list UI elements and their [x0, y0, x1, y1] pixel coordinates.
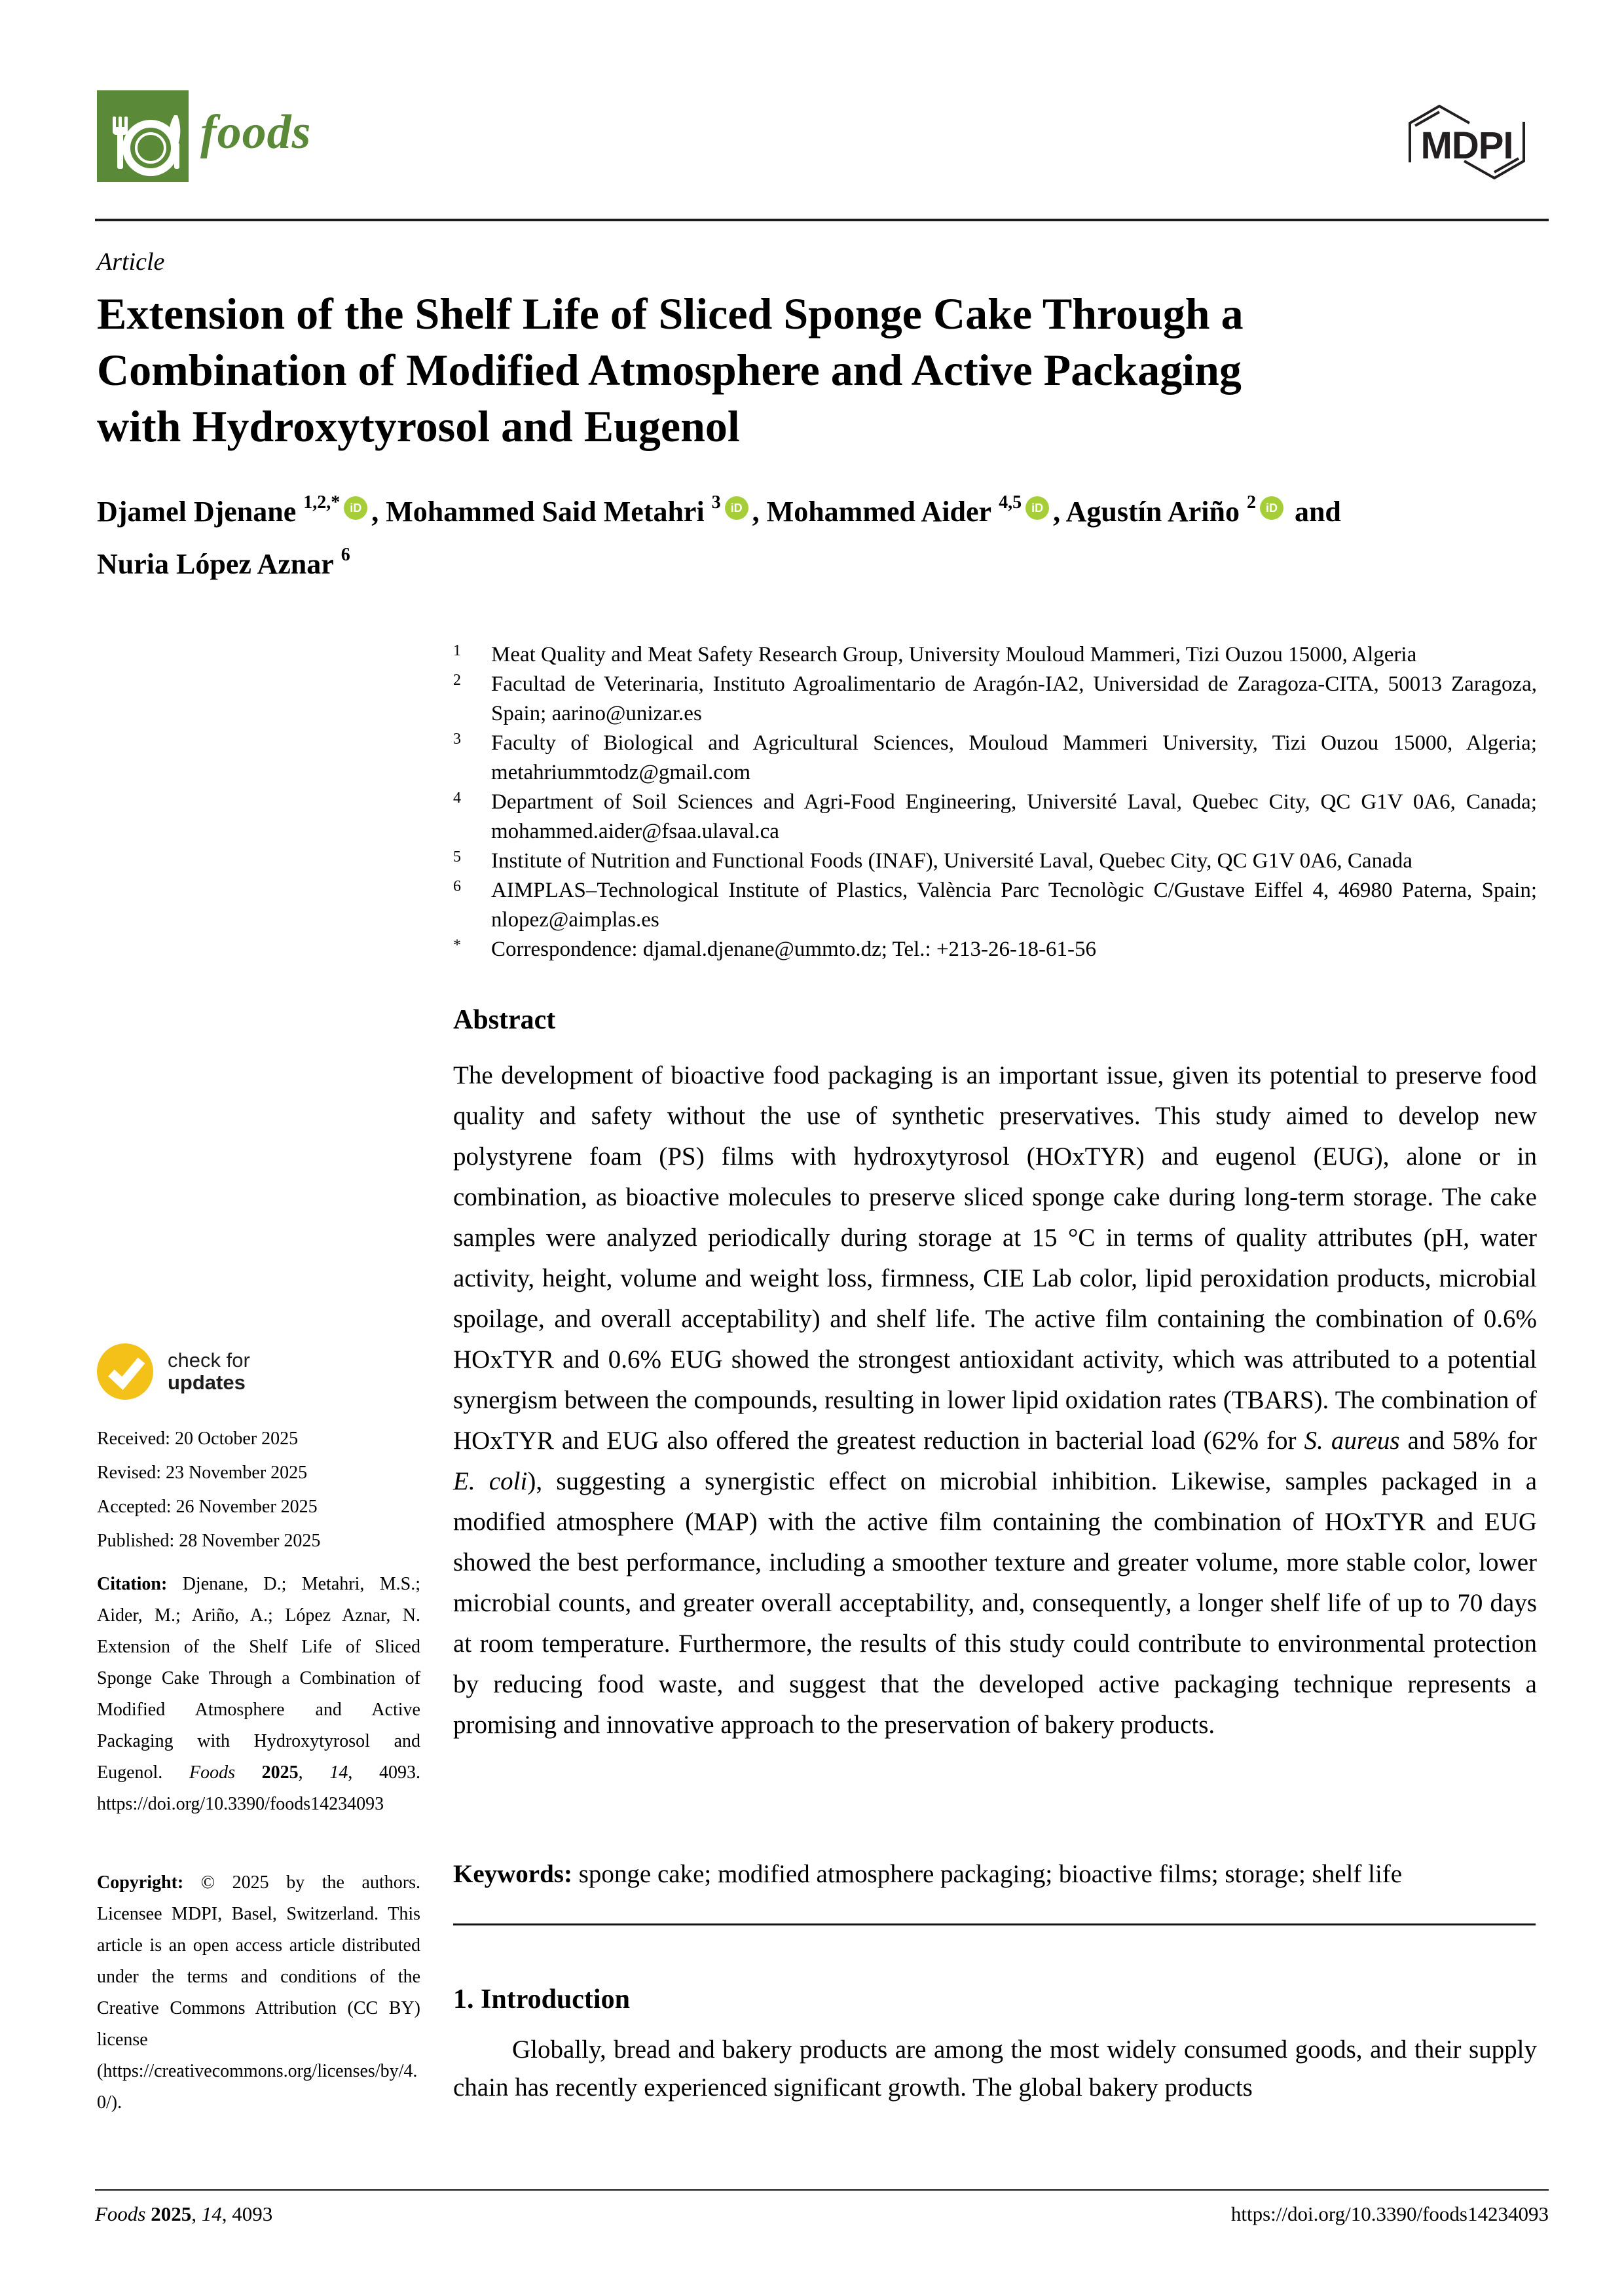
author-line	[97, 486, 1557, 591]
page-footer	[95, 2202, 1549, 2226]
affiliation-text: AIMPLAS–Technological Institute of Plastics, València Parc Tecnològic C/Gustave Eiffel 4, 46980 Paterna, Spain; nlopez@aimplas.es	[491, 879, 1537, 932]
foods-plate-fork-knife-icon	[97, 90, 189, 182]
text-segment: and 58% for	[1399, 1427, 1537, 1455]
author-separator: ,	[752, 496, 767, 528]
affiliation-item	[453, 729, 1537, 788]
author-affiliation-superscript: 6	[341, 545, 350, 566]
check-for-updates-badge[interactable]	[97, 1343, 420, 1400]
affiliation-item	[453, 876, 1537, 935]
badge-line1: check for	[168, 1349, 250, 1372]
affiliation-text: Institute of Nutrition and Functional Foods (INAF), Université Laval, Quebec City, QC G1V 0A6, Canada	[491, 849, 1412, 873]
affiliation-number: 3	[453, 731, 461, 748]
affiliation-number: 5	[453, 848, 461, 866]
text-segment: Keywords:	[453, 1860, 579, 1888]
orcid-icon[interactable]: iD	[344, 496, 367, 520]
mdpi-logo[interactable]	[1407, 103, 1527, 184]
affiliation-item	[453, 640, 1537, 670]
text-segment: Foods	[95, 2202, 151, 2225]
affiliation-number: 2	[453, 672, 461, 689]
author-separator: ,	[1053, 496, 1066, 528]
history-date-line: Revised: 23 November 2025	[97, 1463, 308, 1483]
text-segment: E. coli	[453, 1467, 528, 1495]
text-segment: Citation:	[97, 1574, 183, 1594]
text-segment: ,	[298, 1762, 330, 1783]
affiliation-text: Meat Quality and Meat Safety Research Group, University Mouloud Mammeri, Tizi Ouzou 15000, Algeria	[491, 643, 1417, 666]
introduction-heading: 1. Introduction	[453, 1984, 630, 2014]
author-separator: ,	[371, 496, 386, 528]
affiliation-item	[453, 847, 1537, 876]
affiliation-text: Department of Soil Sciences and Agri-Food Engineering, Université Laval, Quebec City, QC G1V 0A6, Canada; mohammed.aider@fsaa.ulaval.ca	[491, 790, 1537, 843]
text-segment: The development of bioactive food packaging is an important issue, given its potential to preserve food quality and safety without the use of synthetic preservatives. This study aimed to develop new polystyrene foam (PS) films with hydroxytyrosol (HOxTYR) and eugenol (EUG), alone or in combination, as bioactive molecules to preserve sliced sponge cake during long-term storage. The cake samples were analyzed periodically during storage at 15 °C in terms of quality attributes (pH, water activity, height, volume and weight loss, firmness, CIE Lab color, lipid peroxidation products, microbial spoilage, and overall acceptability) and shelf life. The active film containing the combination of 0.6% HOxTYR and 0.6% EUG showed the strongest antioxidant activity, which was attributed to a potential synergism between the compounds, resulting in lower lipid oxidation rates (TBARS). The combination of HOxTYR and EUG also offered the greatest reduction in bacterial load (62% for	[453, 1061, 1537, 1455]
author-name: Agustín Ariño	[1065, 496, 1247, 528]
history-date-line: Received: 20 October 2025	[97, 1429, 299, 1449]
text-segment: © 2025 by the authors. Licensee MDPI, Basel, Switzerland. This article is an open access article distributed under the terms and conditions of the Creative Commons Attribution (CC BY) license (https://creativecommons.org/licenses/by/4.0/).	[97, 1872, 420, 2113]
footer-journal-ref	[95, 2202, 272, 2226]
text-segment: sponge cake; modified atmosphere packaging; bioactive films; storage; shelf life	[578, 1860, 1403, 1888]
affiliation-number: 4	[453, 790, 461, 807]
author-affiliation-superscript: 4,5	[999, 492, 1022, 513]
mdpi-hexagon-icon	[1407, 103, 1527, 181]
article-history-dates	[97, 1422, 420, 1558]
author-name: Mohammed Aider	[766, 496, 999, 528]
affiliation-number: 6	[453, 878, 461, 895]
text-segment: 2025	[151, 2202, 192, 2225]
text-segment: , 4093	[221, 2202, 273, 2225]
affiliation-item	[453, 935, 1537, 964]
svg-text:MDPI: MDPI	[1420, 124, 1513, 167]
page-title	[97, 285, 1557, 454]
history-date-line: Published: 28 November 2025	[97, 1531, 321, 1551]
text-segment: ), suggesting a synergistic effect on microbial inhibition. Likewise, samples packaged in a modified atmosphere (MAP) with the active film containing the combination of HOxTYR and EUG showed the best performance, including a smoother texture and greater volume, more stable color, lower microbial counts, and greater overall acceptability, and, consequently, a longer shelf life of up to 70 days at room temperature. Furthermore, the results of this study could contribute to environmental protection by reducing food waste, and suggest that the developed active packaging technique represents a promising and innovative approach to the preservation of bakery products.	[453, 1467, 1537, 1739]
crossmark-check-icon	[97, 1343, 153, 1400]
keywords-line	[453, 1859, 1537, 1889]
abstract-text	[453, 1055, 1537, 1745]
affiliation-number: *	[453, 937, 461, 954]
affiliation-text: Correspondence: djamal.djenane@ummto.dz; Tel.: +213-26-18-61-56	[491, 938, 1097, 961]
text-segment: 14	[329, 1762, 348, 1783]
introduction-paragraph: Globally, bread and bakery products are among the most widely consumed goods, and their supply chain has recently experienced significant growth. The global bakery products	[453, 2035, 1537, 2102]
affiliation-text: Facultad de Veterinaria, Instituto Agroalimentario de Aragón-IA2, Universidad de Zaragoza-CITA, 50013 Zaragoza, Spain; aarino@unizar.es	[491, 672, 1537, 725]
affiliation-item	[453, 670, 1537, 729]
abstract-heading: Abstract	[453, 1005, 556, 1035]
author-affiliation-superscript: 2	[1246, 492, 1256, 513]
title-line: Extension of the Shelf Life of Sliced Sponge Cake Through a	[97, 289, 1244, 338]
text-segment: Foods	[189, 1762, 262, 1783]
author-separator: and	[1287, 496, 1341, 528]
text-segment: Copyright:	[97, 1872, 201, 1893]
text-segment: Djenane, D.; Metahri, M.S.; Aider, M.; Ariño, A.; López Aznar, N. Extension of the Shelf Life of Sliced Sponge Cake Through a Combination of Modified Atmosphere and Active Packaging with Hydroxytyrosol and Eugenol.	[97, 1574, 420, 1783]
history-date-line: Accepted: 26 November 2025	[97, 1497, 318, 1517]
journal-name: foods	[200, 105, 312, 159]
affiliation-number: 1	[453, 642, 461, 659]
affiliations-list	[453, 640, 1537, 964]
author-name: Nuria López Aznar	[97, 548, 341, 580]
orcid-icon[interactable]: iD	[1025, 496, 1049, 520]
text-segment: ,	[191, 2202, 202, 2225]
affiliation-item	[453, 788, 1537, 847]
left-sidebar	[97, 1343, 420, 2119]
citation-block	[97, 1569, 420, 1820]
title-line: with Hydroxytyrosol and Eugenol	[97, 401, 740, 451]
badge-line2: updates	[168, 1371, 246, 1394]
author-affiliation-superscript: 1,2,*	[303, 492, 341, 513]
text-segment: 14	[201, 2202, 222, 2225]
copyright-block	[97, 1867, 420, 2119]
orcid-icon[interactable]: iD	[725, 496, 748, 520]
text-segment: 2025	[261, 1762, 299, 1783]
author-name: Mohammed Said Metahri	[386, 496, 712, 528]
author-name: Djamel Djenane	[97, 496, 304, 528]
footer-rule	[95, 2189, 1549, 2191]
orcid-icon[interactable]: iD	[1260, 496, 1283, 520]
section-divider	[453, 1923, 1536, 1925]
header-rule	[95, 219, 1549, 221]
title-line: Combination of Modified Atmosphere and Active Packaging	[97, 345, 1242, 395]
affiliation-text: Faculty of Biological and Agricultural Sciences, Mouloud Mammeri University, Tizi Ouzou 15000, Algeria; metahriummtodz@gmail.com	[491, 731, 1537, 784]
text-segment: S. aureus	[1304, 1427, 1400, 1455]
author-affiliation-superscript: 3	[711, 492, 721, 513]
foods-journal-logo	[97, 90, 189, 182]
text-segment: , 4093. https://doi.org/10.3390/foods14234093	[97, 1762, 420, 1814]
article-type-label: Article	[97, 248, 165, 276]
footer-doi-link[interactable]: https://doi.org/10.3390/foods14234093	[1230, 2202, 1549, 2225]
